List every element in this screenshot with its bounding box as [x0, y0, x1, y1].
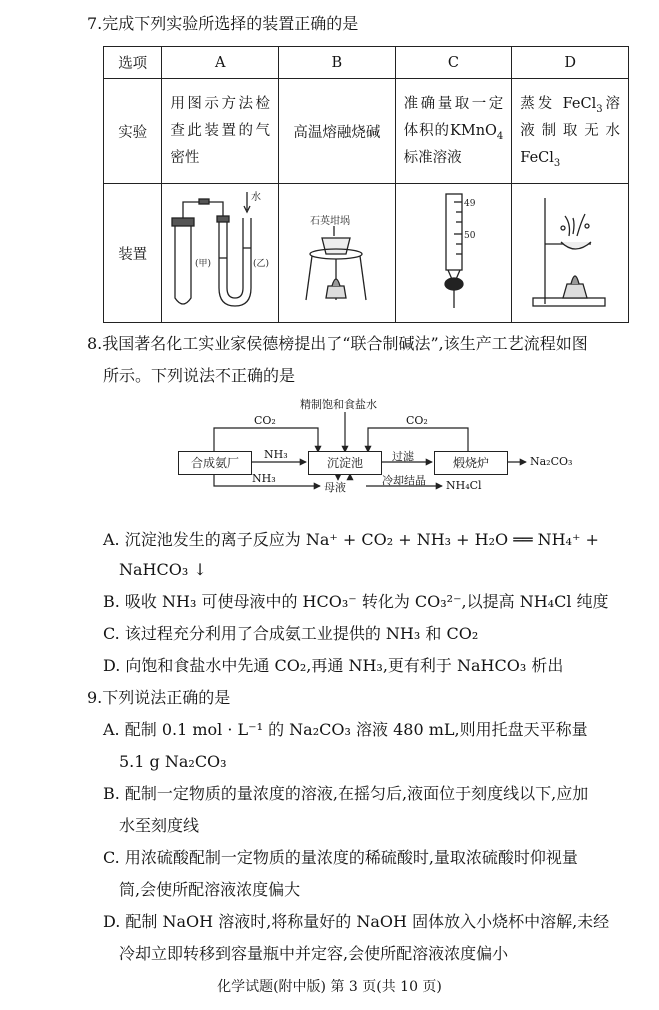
experiment-a: 用图示方法检查此装置的气密性 [162, 79, 279, 184]
header-option: 选项 [104, 47, 162, 79]
page-footer: 化学试题(附中版) 第 3 页(共 10 页) [217, 979, 442, 995]
header-c: C [395, 47, 512, 79]
row-label-experiment: 实验 [104, 79, 162, 184]
q8-option-a-line1: A. 沉淀池发生的离子反应为 Na⁺ + CO₂ + NH₃ + H₂O ══ NH₄⁺ + [103, 530, 599, 549]
experiment-b: 高温熔融烧碱 [279, 79, 396, 184]
device-b-crucible-label: 石英坩埚 [309, 216, 350, 227]
table-row-device [104, 184, 629, 323]
q9-option-d-line2: 冷却立即转移到容量瓶中并定容,会使所配溶液浓度偏小 [119, 944, 509, 963]
device-c-drawing [398, 188, 508, 314]
device-a-right-label: (乙) [253, 259, 270, 269]
q8-option-c: C. 该过程充分利用了合成氨工业提供的 NH₃ 和 CO₂ [103, 624, 479, 643]
q8-option-b: B. 吸收 NH₃ 可使母液中的 HCO₃⁻ 转化为 CO₃²⁻,以提高 NH₄Cl 纯度 [103, 592, 609, 611]
q9-option-d-line1: D. 配制 NaOH 溶液时,将称量好的 NaOH 固体放入小烧杯中溶解,未经 [103, 912, 610, 931]
device-c-tick-50: 50 [464, 231, 476, 241]
flow-box-furnace: 煅烧炉 [434, 451, 508, 475]
flow-label-nh4cl: NH₄Cl [446, 479, 482, 492]
device-d-drawing [515, 188, 625, 314]
q9-option-a-line2: 5.1 g Na₂CO₃ [119, 752, 227, 771]
row-label-device: 装置 [104, 184, 162, 323]
flow-label-na2co3: Na₂CO₃ [530, 455, 573, 468]
flow-label-crystallize: 冷却结晶 [382, 474, 426, 487]
flow-label-co2-right: CO₂ [406, 414, 428, 427]
device-a-drawing [165, 188, 275, 314]
q8-flow-diagram [170, 392, 573, 494]
flow-label-brine: 精制饱和食盐水 [300, 398, 377, 411]
q7-stem: 7.完成下列实验所选择的装置正确的是 [87, 14, 359, 33]
q9-option-b-line1: B. 配制一定物质的量浓度的溶液,在摇匀后,液面位于刻度线以下,应加 [103, 784, 589, 803]
q9-option-c-line2: 筒,会使所配溶液浓度偏大 [119, 880, 301, 899]
q9-option-b-line2: 水至刻度线 [119, 816, 200, 835]
header-a: A [162, 47, 279, 79]
header-d: D [512, 47, 629, 79]
device-c-tick-49: 49 [464, 199, 476, 209]
flow-label-mother-liquor: 母液 [324, 481, 346, 494]
experiment-c: 准确量取一定体积的KMnO$_4$标准溶液 [395, 79, 512, 184]
table-header-row [104, 47, 629, 79]
device-d [512, 184, 629, 323]
device-c [395, 184, 512, 323]
q9-stem: 9.下列说法正确的是 [87, 688, 231, 707]
flow-label-nh3-bottom: NH₃ [252, 472, 276, 485]
device-a-water-label: 水 [251, 192, 262, 203]
q8-option-a-line2: NaHCO₃ ↓ [119, 560, 207, 579]
q9-option-c-line1: C. 用浓硫酸配制一定物质的量浓度的稀硫酸时,量取浓硫酸时仰视量 [103, 848, 578, 867]
q7-options-table [103, 46, 629, 323]
flow-box-ammonia-plant: 合成氨厂 [178, 451, 252, 475]
flow-label-co2-left: CO₂ [254, 414, 276, 427]
device-a-left-label: (甲) [195, 259, 212, 269]
device-b [279, 184, 396, 323]
flow-label-nh3-top: NH₃ [264, 448, 288, 461]
flow-label-filter: 过滤 [392, 450, 414, 463]
device-b-drawing [282, 188, 392, 314]
flow-box-sediment-pool: 沉淀池 [308, 451, 382, 475]
device-a [162, 184, 279, 323]
table-row-experiment [104, 79, 629, 184]
q8-stem-line2: 所示。下列说法不正确的是 [103, 366, 296, 385]
q8-option-d: D. 向饱和食盐水中先通 CO₂,再通 NH₃,更有利于 NaHCO₃ 析出 [103, 656, 564, 675]
header-b: B [279, 47, 396, 79]
q9-option-a-line1: A. 配制 0.1 mol · L⁻¹ 的 Na₂CO₃ 溶液 480 mL,则用托盘天平称量 [103, 720, 588, 739]
experiment-d: 蒸发 FeCl$_3$溶液制取无水FeCl$_3$ [512, 79, 629, 184]
q8-stem-line1: 8.我国著名化工实业家侯德榜提出了“联合制碱法”,该生产工艺流程如图 [87, 334, 588, 353]
